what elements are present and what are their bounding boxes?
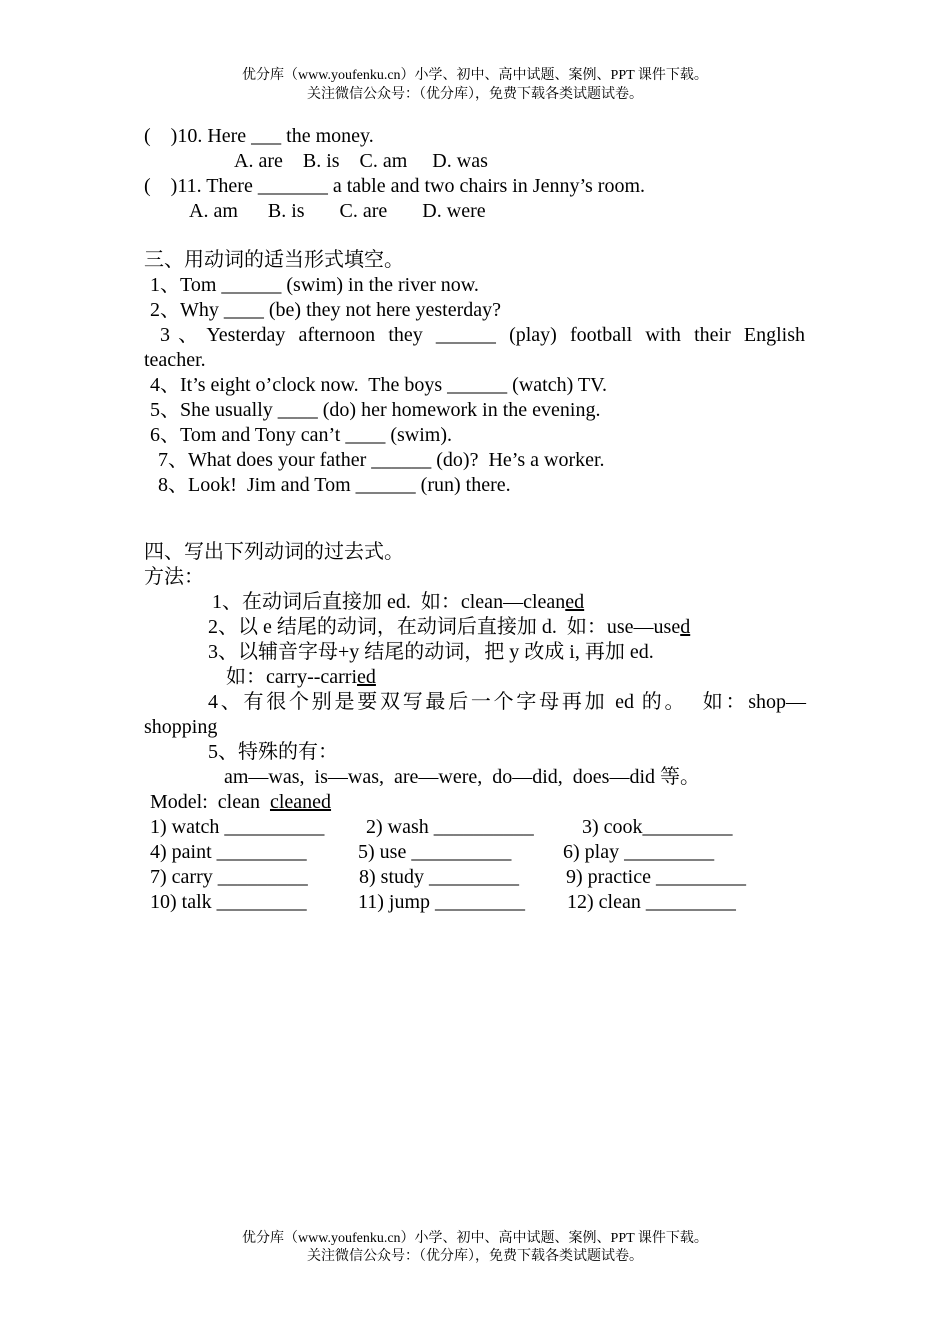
exercise-7: 7) carry _________: [150, 866, 308, 888]
section-3-q3-line1: 3、Yesterday afternoon they ______ (play) football with their English: [160, 324, 805, 346]
rule-2-suffix: d: [680, 616, 691, 638]
special-verbs: am—was, is—was, are—were, do—did, does—did 等。: [224, 766, 701, 788]
rule-2-text: 2、以 e 结尾的动词，在动词后直接加 d. 如：use—use: [208, 616, 681, 638]
rule-3-example-text: 如：carry--carri: [226, 666, 358, 688]
rule-3-example: [226, 665, 376, 690]
rule-1-text: 1、在动词后直接加 ed. 如：clean—clean: [212, 591, 566, 613]
exercise-12: 12) clean _________: [567, 891, 736, 913]
page-header-line1: 优分库（www.youfenku.cn）小学、初中、高中试题、案例、PPT 课件下载。: [242, 68, 708, 83]
section-3-q4: 4、It’s eight o’clock now. The boys ______ (watch) TV.: [150, 374, 607, 396]
page-footer-line2: 关注微信公众号：（优分库），免费下载各类试题试卷。: [307, 1249, 643, 1264]
section-3-title: 三、用动词的适当形式填空。: [144, 249, 404, 271]
rule-3-example-suffix: ed: [357, 666, 376, 688]
section-4-title: 四、写出下列动词的过去式。: [144, 541, 404, 563]
section-3-q2: 2、Why ____ (be) they not here yesterday?: [150, 299, 501, 321]
section-3-q1: 1、Tom ______ (swim) in the river now.: [150, 274, 479, 296]
question-11-stem: ( )11. There _______ a table and two chairs in Jenny’s room.: [144, 175, 645, 197]
section-3-q7: 7、What does your father ______ (do)? He’s a worker.: [158, 449, 605, 471]
section-3-q3-line2: teacher.: [144, 349, 206, 371]
exercise-3: 3) cook_________: [582, 816, 733, 838]
question-10-stem: ( )10. Here ___ the money.: [144, 125, 374, 147]
model-answer: cleaned: [269, 791, 332, 813]
exercise-4: 4) paint _________: [150, 841, 307, 863]
page-header-line2: 关注微信公众号：（优分库），免费下载各类试题试卷。: [307, 87, 643, 102]
rule-4-line2: shopping: [144, 716, 218, 738]
rule-4-line1: 4、有很个别是要双写最后一个字母再加 ed 的。 如：shop—: [208, 691, 806, 713]
section-3-q6: 6、Tom and Tony can’t ____ (swim).: [150, 424, 452, 446]
rule-1: [212, 590, 584, 615]
section-3-q8: 8、Look! Jim and Tom ______ (run) there.: [158, 474, 511, 496]
exercise-10: 10) talk _________: [150, 891, 307, 913]
model-label: Model: clean: [150, 791, 270, 813]
rule-2: [208, 615, 690, 640]
exercise-2: 2) wash __________: [366, 816, 534, 838]
method-label: 方法：: [144, 566, 204, 588]
rule-5: 5、特殊的有：: [208, 741, 338, 763]
rule-3: 3、以辅音字母+y 结尾的动词，把 y 改成 i, 再加 ed.: [208, 641, 654, 663]
model-example: [150, 790, 331, 815]
exercise-8: 8) study _________: [359, 866, 519, 888]
exercise-5: 5) use __________: [358, 841, 512, 863]
exercise-6: 6) play _________: [563, 841, 715, 863]
exercise-1: 1) watch __________: [150, 816, 325, 838]
rule-1-suffix: ed: [565, 591, 585, 613]
exercise-11: 11) jump _________: [358, 891, 526, 913]
exercise-9: 9) practice _________: [566, 866, 746, 888]
question-11-options: A. am B. is C. are D. were: [189, 200, 486, 222]
section-3-q5: 5、She usually ____ (do) her homework in the evening.: [150, 399, 601, 421]
page-footer-line1: 优分库（www.youfenku.cn）小学、初中、高中试题、案例、PPT 课件下载。: [242, 1231, 708, 1246]
question-10-options: A. are B. is C. am D. was: [234, 150, 488, 172]
